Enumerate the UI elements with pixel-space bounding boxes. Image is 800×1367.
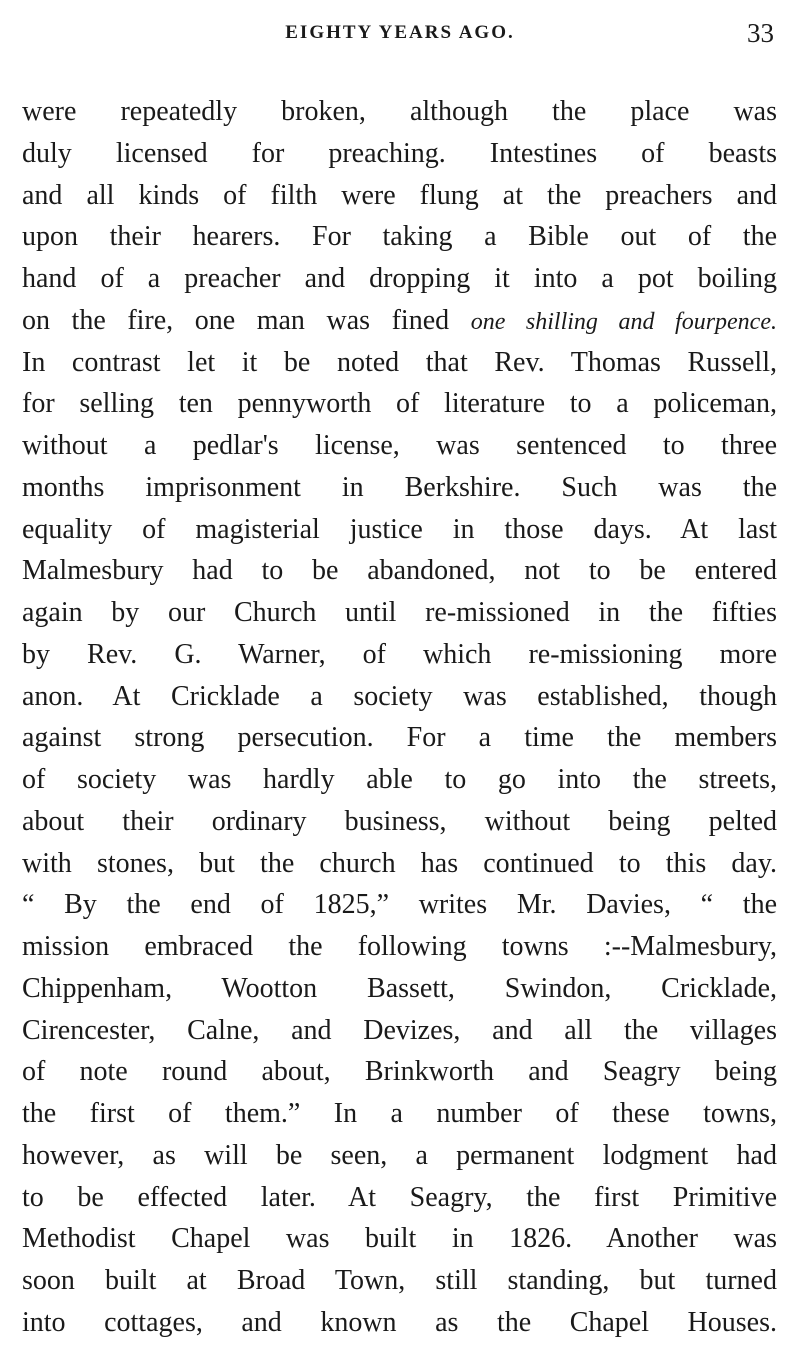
- text-line: upon their hearers. For taking a Bible out of the: [22, 221, 777, 253]
- text-line: with stones, but the church has continued to this day.: [22, 847, 777, 879]
- text-line: of note round about, Brinkworth and Seagry being: [22, 1056, 777, 1088]
- text-line: mission embraced the following towns :--Malmesbury,: [22, 931, 777, 962]
- page-number: 33: [747, 18, 774, 48]
- text-line: Malmesbury had to be abandoned, not to be entered: [22, 555, 777, 587]
- text-line: duly licensed for preaching. Intestines of beasts: [22, 137, 777, 169]
- text-line: anon. At Cricklade a society was established, though: [22, 680, 777, 712]
- text-line: without a pedlar's license, was sentenced to three: [22, 430, 777, 461]
- text-line: to be effected later. At Seagry, the first Primitive: [22, 1181, 777, 1213]
- text-line: for selling ten pennyworth of literature to a policeman,: [22, 388, 777, 420]
- text-line: Methodist Chapel was built in 1826. Another was: [22, 1223, 777, 1255]
- text-line: the first of them.” In a number of these towns,: [22, 1098, 777, 1129]
- text-line: were repeatedly broken, although the place was: [22, 96, 777, 127]
- page-header: [0, 14, 800, 54]
- text-line: “ By the end of 1825,” writes Mr. Davies, “ the: [22, 889, 777, 921]
- text-line-fine: [22, 300, 777, 342]
- fine-prefix: on the fire, one man was fined: [22, 304, 471, 336]
- text-line: hand of a preacher and dropping it into a pot boiling: [22, 263, 777, 294]
- text-line: again by our Church until re-missioned in the fifties: [22, 597, 777, 628]
- text-line: against strong persecution. For a time the members: [22, 722, 777, 754]
- text-line: Chippenham, Wootton Bassett, Swindon, Cricklade,: [22, 972, 777, 1004]
- fine-amount: one shilling and fourpence.: [470, 308, 777, 335]
- text-line: about their ordinary business, without being pelted: [22, 805, 777, 837]
- text-line: into cottages, and known as the Chapel Houses.: [22, 1306, 777, 1338]
- text-line: months imprisonment in Berkshire. Such was the: [22, 471, 777, 503]
- text-line: soon built at Broad Town, still standing, but turned: [22, 1265, 777, 1296]
- body-text: [22, 91, 777, 1344]
- text-line: however, as will be seen, a permanent lodgment had: [22, 1139, 777, 1171]
- running-title: EIGHTY YEARS AGO.: [285, 22, 515, 43]
- text-line: equality of magisterial justice in those days. At last: [22, 513, 777, 545]
- text-line: of society was hardly able to go into the streets,: [22, 764, 777, 795]
- text-line: and all kinds of filth were flung at the preachers and: [22, 179, 777, 211]
- text-line: by Rev. G. Warner, of which re-missioning more: [22, 638, 777, 670]
- text-line: In contrast let it be noted that Rev. Thomas Russell,: [22, 346, 777, 378]
- text-line: Cirencester, Calne, and Devizes, and all the villages: [22, 1014, 777, 1046]
